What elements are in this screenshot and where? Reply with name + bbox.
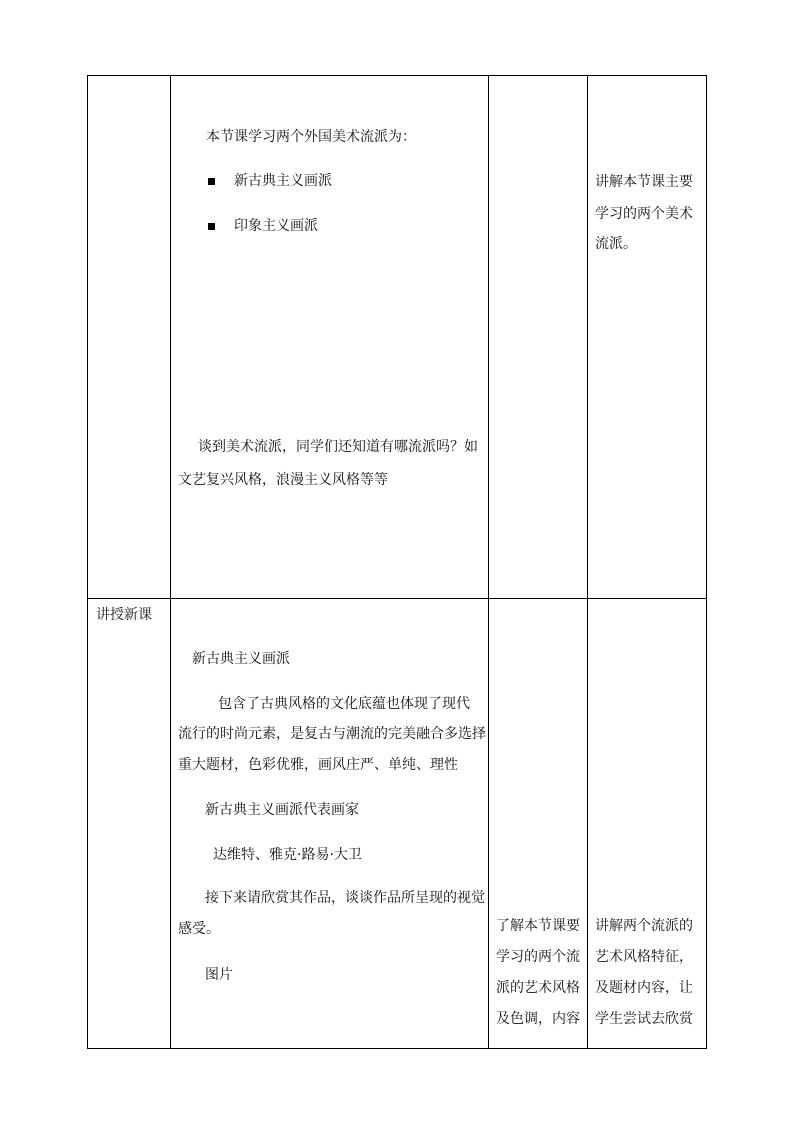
square-bullet-icon — [208, 178, 215, 185]
prompt-line-2: 感受。 — [178, 921, 220, 937]
student-activity-line: 派的艺术风格 — [496, 980, 580, 996]
artists-heading: 新古典主义画派代表画家 — [205, 802, 359, 818]
row-divider — [87, 598, 707, 599]
artists-names: 达维特、雅克·路易·大卫 — [213, 847, 362, 863]
image-placeholder-label: 图片 — [205, 967, 233, 983]
column-divider-3 — [587, 75, 588, 1049]
design-intent-line: 学习的两个美术 — [595, 206, 693, 222]
question-line-1: 谈到美术流派，同学们还知道有哪流派吗？如 — [198, 439, 478, 455]
design-intent-line: 学生尝试去欣赏 — [595, 1011, 693, 1027]
design-intent-line: 及题材内容，让 — [595, 980, 693, 996]
bullet-item-impressionism: 印象主义画派 — [234, 218, 318, 234]
table-border-left — [87, 75, 88, 1049]
question-line-2: 文艺复兴风格，浪漫主义风格等等 — [178, 472, 388, 488]
design-intent-line: 艺术风格特征， — [595, 949, 693, 965]
design-intent-line: 流派。 — [595, 236, 637, 252]
intro-text: 本节课学习两个外国美术流派为： — [206, 129, 416, 145]
description-line-3: 重大题材，色彩优雅，画风庄严、单纯、理性 — [178, 757, 458, 773]
design-intent-line: 讲解两个流派的 — [595, 918, 693, 934]
section-heading: 新古典主义画派 — [192, 651, 290, 667]
description-line-2: 流行的时尚元素，是复古与潮流的完美融合多选择 — [178, 726, 486, 742]
design-intent-line: 讲解本节课主要 — [595, 174, 693, 190]
student-activity-line: 了解本节课要 — [496, 918, 580, 934]
square-bullet-icon — [208, 223, 215, 230]
student-activity-line: 及色调，内容 — [496, 1011, 580, 1027]
table-border-top — [87, 75, 707, 76]
table-border-right — [706, 75, 707, 1049]
column-divider-1 — [170, 75, 171, 1049]
stage-label: 讲授新课 — [96, 607, 152, 623]
description-line-1: 包含了古典风格的文化底蕴也体现了现代 — [218, 696, 470, 712]
column-divider-2 — [488, 75, 489, 1049]
bullet-item-neoclassicism: 新古典主义画派 — [234, 173, 332, 189]
prompt-line-1: 接下来请欣赏其作品，谈谈作品所呈现的视觉 — [205, 890, 485, 906]
student-activity-line: 学习的两个流 — [496, 949, 580, 965]
table-border-bottom — [87, 1048, 707, 1049]
